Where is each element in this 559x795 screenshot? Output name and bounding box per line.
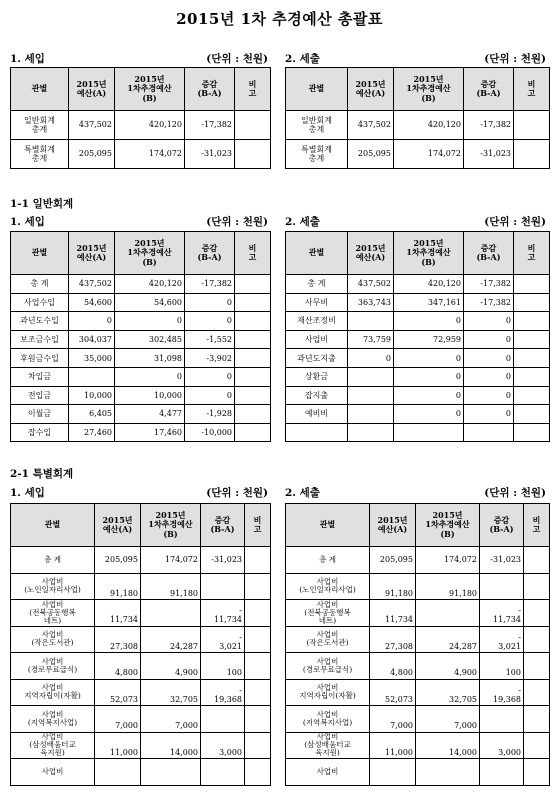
table-row bbox=[11, 732, 271, 759]
section3-income-heading: 1. 세입 bbox=[10, 487, 45, 499]
row-supplementary: 174,072 bbox=[141, 547, 201, 574]
row-note bbox=[514, 423, 550, 442]
row-difference: - 11,734 bbox=[480, 600, 524, 627]
row-note bbox=[245, 547, 271, 574]
row-difference: 0 bbox=[464, 330, 514, 349]
table-row bbox=[286, 386, 550, 405]
row-supplementary: 4,900 bbox=[141, 653, 201, 680]
col-header-note: 비 고 bbox=[235, 232, 271, 275]
row-supplementary: 24,287 bbox=[141, 626, 201, 653]
row-difference bbox=[480, 573, 524, 600]
row-category: 사업비 (지역복지사업) bbox=[286, 706, 370, 733]
row-difference: - 3,021 bbox=[201, 626, 245, 653]
row-budget-2015: 91,180 bbox=[370, 573, 416, 600]
row-difference bbox=[464, 423, 514, 442]
row-budget-2015: 205,095 bbox=[370, 547, 416, 574]
row-category: 사업비 bbox=[286, 330, 348, 349]
row-difference bbox=[480, 706, 524, 733]
row-note bbox=[514, 140, 550, 169]
row-budget-2015: 437,502 bbox=[348, 275, 394, 294]
row-supplementary bbox=[141, 759, 201, 786]
row-budget-2015: 205,095 bbox=[69, 140, 115, 169]
table-row-total bbox=[286, 547, 550, 574]
row-budget-2015 bbox=[69, 367, 115, 386]
table-row bbox=[286, 573, 550, 600]
row-difference: 0 bbox=[185, 312, 235, 331]
row-difference: -17,382 bbox=[185, 275, 235, 294]
page-title: 2015년 1차 추경예산 총괄표 bbox=[176, 10, 383, 28]
col-header-note: 비 고 bbox=[524, 504, 550, 547]
col-header-budget-2015: 2015년 예산(A) bbox=[69, 68, 115, 111]
section3-expense-table bbox=[285, 503, 550, 786]
section2-heading: 1-1 일반회계 bbox=[10, 198, 74, 210]
col-header-category: 관별 bbox=[286, 68, 348, 111]
row-difference: -1,928 bbox=[185, 405, 235, 424]
row-category: 사업비 (삼성배움터교 육지원) bbox=[11, 732, 95, 759]
row-category: 후원금수입 bbox=[11, 349, 69, 368]
row-note bbox=[524, 547, 550, 574]
row-difference: -1,552 bbox=[185, 330, 235, 349]
row-budget-2015 bbox=[370, 759, 416, 786]
row-difference bbox=[201, 706, 245, 733]
row-supplementary: 4,900 bbox=[416, 653, 480, 680]
row-supplementary: 420,120 bbox=[115, 111, 185, 140]
row-difference: 0 bbox=[185, 386, 235, 405]
row-category: 사업비 (노인일자리사업) bbox=[11, 573, 95, 600]
row-budget-2015: 35,000 bbox=[69, 349, 115, 368]
col-header-category: 관별 bbox=[11, 68, 69, 111]
row-category: 사업비 (삼성배움터교 육지원) bbox=[286, 732, 370, 759]
row-budget-2015: 437,502 bbox=[69, 111, 115, 140]
row-difference: 3,000 bbox=[480, 732, 524, 759]
col-header-budget-2015: 2015년 예산(A) bbox=[69, 232, 115, 275]
section2-expense-unit: (단위 : 천원) bbox=[484, 216, 546, 228]
table-row bbox=[11, 759, 271, 786]
row-category: 총 계 bbox=[11, 275, 69, 294]
section3-expense-heading: 2. 세출 bbox=[285, 487, 320, 499]
row-category: 이월금 bbox=[11, 405, 69, 424]
row-budget-2015: 437,502 bbox=[348, 111, 394, 140]
row-supplementary: 302,485 bbox=[115, 330, 185, 349]
col-header-supplementary: 2015년 1차추경예산 (B) bbox=[394, 68, 464, 111]
row-difference: -17,382 bbox=[464, 275, 514, 294]
table-row bbox=[11, 140, 271, 169]
table-row bbox=[11, 349, 271, 368]
row-note bbox=[245, 732, 271, 759]
table-row bbox=[286, 653, 550, 680]
row-category: 사업비 (작은도서관) bbox=[11, 626, 95, 653]
row-budget-2015: 6,405 bbox=[69, 405, 115, 424]
col-header-difference: 증감 (B-A) bbox=[464, 232, 514, 275]
table-row bbox=[11, 405, 271, 424]
row-budget-2015 bbox=[95, 759, 141, 786]
row-difference: -10,000 bbox=[185, 423, 235, 442]
row-note bbox=[514, 367, 550, 386]
table-row bbox=[286, 293, 550, 312]
row-budget-2015: 304,037 bbox=[69, 330, 115, 349]
section1-income-heading: 1. 세입 bbox=[10, 53, 45, 65]
row-note bbox=[514, 312, 550, 331]
row-difference: 0 bbox=[464, 367, 514, 386]
row-supplementary bbox=[141, 600, 201, 627]
row-budget-2015: 11,000 bbox=[95, 732, 141, 759]
row-category: 보조금수입 bbox=[11, 330, 69, 349]
col-header-budget-2015: 2015년 예산(A) bbox=[370, 504, 416, 547]
table-row-total bbox=[286, 275, 550, 294]
row-category: 예비비 bbox=[286, 405, 348, 424]
row-difference: -3,902 bbox=[185, 349, 235, 368]
row-budget-2015: 54,600 bbox=[69, 293, 115, 312]
table-row bbox=[286, 367, 550, 386]
row-note bbox=[524, 653, 550, 680]
row-budget-2015: 27,308 bbox=[95, 626, 141, 653]
row-supplementary bbox=[416, 600, 480, 627]
col-header-note: 비 고 bbox=[245, 504, 271, 547]
table-row bbox=[11, 312, 271, 331]
section3-income-table bbox=[10, 503, 271, 786]
row-category: 과년도수입 bbox=[11, 312, 69, 331]
row-difference: 3,000 bbox=[201, 732, 245, 759]
row-supplementary: 174,072 bbox=[416, 547, 480, 574]
row-difference: - 3,021 bbox=[480, 626, 524, 653]
col-header-note: 비 고 bbox=[514, 232, 550, 275]
row-supplementary: 420,120 bbox=[115, 275, 185, 294]
col-header-category: 관별 bbox=[286, 232, 348, 275]
table-row bbox=[286, 759, 550, 786]
row-note bbox=[235, 111, 271, 140]
row-note bbox=[524, 600, 550, 627]
row-note bbox=[245, 653, 271, 680]
row-category: 총 계 bbox=[11, 547, 95, 574]
section1-income-unit: (단위 : 천원) bbox=[206, 53, 268, 65]
row-note bbox=[524, 732, 550, 759]
row-category: 총 계 bbox=[286, 275, 348, 294]
section2-income-table bbox=[10, 231, 271, 442]
row-budget-2015: 11,734 bbox=[370, 600, 416, 627]
row-difference: -31,023 bbox=[185, 140, 235, 169]
section1-income-table bbox=[10, 67, 271, 169]
section3-expense-unit: (단위 : 천원) bbox=[484, 487, 546, 499]
row-note bbox=[514, 275, 550, 294]
row-supplementary: 10,000 bbox=[115, 386, 185, 405]
row-supplementary: 54,600 bbox=[115, 293, 185, 312]
row-budget-2015: 52,073 bbox=[95, 679, 141, 706]
row-difference: -31,023 bbox=[464, 140, 514, 169]
row-category: 사업비 bbox=[286, 759, 370, 786]
row-supplementary: 31,098 bbox=[115, 349, 185, 368]
table-row bbox=[11, 653, 271, 680]
row-note bbox=[235, 330, 271, 349]
row-supplementary bbox=[394, 423, 464, 442]
col-header-note: 비 고 bbox=[235, 68, 271, 111]
col-header-supplementary: 2015년 1차추경예산 (B) bbox=[115, 232, 185, 275]
row-category: 사업비 (전북공동행복 네트) bbox=[11, 600, 95, 627]
row-difference bbox=[201, 573, 245, 600]
row-category: 잡수입 bbox=[11, 423, 69, 442]
row-budget-2015 bbox=[348, 423, 394, 442]
row-category: 재산조정비 bbox=[286, 312, 348, 331]
row-note bbox=[514, 293, 550, 312]
row-budget-2015: 7,000 bbox=[95, 706, 141, 733]
col-header-budget-2015: 2015년 예산(A) bbox=[348, 232, 394, 275]
row-difference: -31,023 bbox=[201, 547, 245, 574]
table-row bbox=[11, 573, 271, 600]
col-header-supplementary: 2015년 1차추경예산 (B) bbox=[416, 504, 480, 547]
row-note bbox=[524, 759, 550, 786]
table-row bbox=[286, 600, 550, 627]
section2-expense-heading: 2. 세출 bbox=[285, 216, 320, 228]
row-supplementary: 0 bbox=[394, 367, 464, 386]
row-budget-2015: 437,502 bbox=[69, 275, 115, 294]
row-category: 특별회계 총계 bbox=[11, 140, 69, 169]
section2-expense-table bbox=[285, 231, 550, 442]
table-row bbox=[11, 679, 271, 706]
section3-income-unit: (단위 : 천원) bbox=[206, 487, 268, 499]
row-category: 총 계 bbox=[286, 547, 370, 574]
col-header-difference: 증감 (B-A) bbox=[185, 232, 235, 275]
row-budget-2015: 11,734 bbox=[95, 600, 141, 627]
row-note bbox=[235, 312, 271, 331]
row-category: 잡지출 bbox=[286, 386, 348, 405]
row-category: 사업비 지역자립이(자활) bbox=[286, 679, 370, 706]
section2-income-heading: 1. 세입 bbox=[10, 216, 45, 228]
row-category: 사업수입 bbox=[11, 293, 69, 312]
row-supplementary: 24,287 bbox=[416, 626, 480, 653]
row-category: 특별회계 총계 bbox=[286, 140, 348, 169]
row-supplementary: 14,000 bbox=[416, 732, 480, 759]
table-row bbox=[11, 423, 271, 442]
row-note bbox=[235, 405, 271, 424]
table-row bbox=[286, 626, 550, 653]
row-category: 사업비 (경로무료급식) bbox=[11, 653, 95, 680]
row-difference: -17,382 bbox=[464, 111, 514, 140]
row-difference: 100 bbox=[480, 653, 524, 680]
row-supplementary: 0 bbox=[394, 349, 464, 368]
row-note bbox=[235, 140, 271, 169]
row-budget-2015: 0 bbox=[69, 312, 115, 331]
row-supplementary: 32,705 bbox=[416, 679, 480, 706]
table-row bbox=[11, 626, 271, 653]
col-header-difference: 증감 (B-A) bbox=[185, 68, 235, 111]
table-row bbox=[286, 111, 550, 140]
table-row bbox=[286, 349, 550, 368]
row-budget-2015: 27,308 bbox=[370, 626, 416, 653]
row-supplementary: 32,705 bbox=[141, 679, 201, 706]
row-difference: 0 bbox=[185, 367, 235, 386]
table-row-total bbox=[11, 275, 271, 294]
col-header-supplementary: 2015년 1차추경예산 (B) bbox=[115, 68, 185, 111]
row-budget-2015 bbox=[348, 312, 394, 331]
row-supplementary: 17,460 bbox=[115, 423, 185, 442]
row-note bbox=[524, 706, 550, 733]
table-row bbox=[286, 312, 550, 331]
row-note bbox=[514, 405, 550, 424]
row-note bbox=[235, 349, 271, 368]
row-difference: 0 bbox=[464, 386, 514, 405]
col-header-category: 관별 bbox=[286, 504, 370, 547]
col-header-note: 비 고 bbox=[514, 68, 550, 111]
row-supplementary: 420,120 bbox=[394, 275, 464, 294]
table-row bbox=[286, 405, 550, 424]
row-budget-2015: 205,095 bbox=[95, 547, 141, 574]
row-note bbox=[235, 293, 271, 312]
col-header-budget-2015: 2015년 예산(A) bbox=[348, 68, 394, 111]
row-budget-2015: 4,800 bbox=[370, 653, 416, 680]
row-supplementary: 174,072 bbox=[394, 140, 464, 169]
row-category: 사업비 (경로무료급식) bbox=[286, 653, 370, 680]
table-row bbox=[11, 706, 271, 733]
row-difference: 0 bbox=[464, 405, 514, 424]
row-note bbox=[524, 573, 550, 600]
col-header-category: 관별 bbox=[11, 232, 69, 275]
row-note bbox=[514, 111, 550, 140]
table-row bbox=[286, 330, 550, 349]
row-difference: -17,382 bbox=[185, 111, 235, 140]
row-note bbox=[245, 626, 271, 653]
col-header-category: 관별 bbox=[11, 504, 95, 547]
row-category: 사업비 지역자립이(자활) bbox=[11, 679, 95, 706]
row-budget-2015 bbox=[348, 367, 394, 386]
section3-heading: 2-1 특별회계 bbox=[10, 468, 74, 480]
row-budget-2015: 205,095 bbox=[348, 140, 394, 169]
row-note bbox=[235, 386, 271, 405]
row-note bbox=[514, 330, 550, 349]
row-difference: - 19,368 bbox=[480, 679, 524, 706]
row-supplementary bbox=[416, 759, 480, 786]
row-category: 과년도지출 bbox=[286, 349, 348, 368]
row-category: 차입금 bbox=[11, 367, 69, 386]
table-row bbox=[286, 732, 550, 759]
row-supplementary: 0 bbox=[115, 312, 185, 331]
col-header-supplementary: 2015년 1차추경예산 (B) bbox=[141, 504, 201, 547]
section1-expense-table bbox=[285, 67, 550, 169]
row-supplementary: 174,072 bbox=[115, 140, 185, 169]
row-note bbox=[514, 386, 550, 405]
row-supplementary: 420,120 bbox=[394, 111, 464, 140]
table-row bbox=[11, 367, 271, 386]
row-note bbox=[235, 367, 271, 386]
table-row bbox=[286, 679, 550, 706]
row-category: 사무비 bbox=[286, 293, 348, 312]
row-note bbox=[245, 573, 271, 600]
row-supplementary: 7,000 bbox=[416, 706, 480, 733]
table-row bbox=[11, 386, 271, 405]
row-budget-2015: 11,000 bbox=[370, 732, 416, 759]
row-supplementary: 4,477 bbox=[115, 405, 185, 424]
table-row bbox=[11, 111, 271, 140]
row-difference: 100 bbox=[201, 653, 245, 680]
row-note bbox=[235, 423, 271, 442]
row-difference: 0 bbox=[464, 312, 514, 331]
row-difference: -17,382 bbox=[464, 293, 514, 312]
row-difference: 0 bbox=[464, 349, 514, 368]
row-note bbox=[524, 626, 550, 653]
row-budget-2015: 4,800 bbox=[95, 653, 141, 680]
row-difference: - 11,734 bbox=[201, 600, 245, 627]
row-category: 상환금 bbox=[286, 367, 348, 386]
table-row bbox=[286, 423, 550, 442]
row-budget-2015: 363,743 bbox=[348, 293, 394, 312]
row-supplementary: 0 bbox=[394, 312, 464, 331]
row-supplementary: 7,000 bbox=[141, 706, 201, 733]
row-note bbox=[514, 349, 550, 368]
row-supplementary: 14,000 bbox=[141, 732, 201, 759]
row-difference bbox=[480, 759, 524, 786]
row-difference: 0 bbox=[185, 293, 235, 312]
table-row bbox=[11, 600, 271, 627]
row-supplementary: 0 bbox=[394, 386, 464, 405]
row-category: 일반회계 총계 bbox=[11, 111, 69, 140]
row-note bbox=[235, 275, 271, 294]
row-category bbox=[286, 423, 348, 442]
section2-income-unit: (단위 : 천원) bbox=[206, 216, 268, 228]
row-budget-2015: 91,180 bbox=[95, 573, 141, 600]
row-category: 사업비 bbox=[11, 759, 95, 786]
row-budget-2015: 7,000 bbox=[370, 706, 416, 733]
row-note bbox=[245, 759, 271, 786]
row-category: 사업비 (작은도서관) bbox=[286, 626, 370, 653]
row-difference: - 19,368 bbox=[201, 679, 245, 706]
table-row bbox=[286, 706, 550, 733]
row-note bbox=[245, 706, 271, 733]
row-budget-2015: 52,073 bbox=[370, 679, 416, 706]
row-note bbox=[524, 679, 550, 706]
section1-expense-unit: (단위 : 천원) bbox=[484, 53, 546, 65]
row-budget-2015: 0 bbox=[348, 349, 394, 368]
row-note bbox=[245, 600, 271, 627]
row-budget-2015: 73,759 bbox=[348, 330, 394, 349]
row-supplementary: 91,180 bbox=[416, 573, 480, 600]
col-header-budget-2015: 2015년 예산(A) bbox=[95, 504, 141, 547]
row-category: 일반회계 총계 bbox=[286, 111, 348, 140]
row-supplementary: 0 bbox=[394, 405, 464, 424]
row-category: 전입금 bbox=[11, 386, 69, 405]
table-row bbox=[286, 140, 550, 169]
col-header-difference: 증감 (B-A) bbox=[201, 504, 245, 547]
row-supplementary: 0 bbox=[115, 367, 185, 386]
row-budget-2015: 27,460 bbox=[69, 423, 115, 442]
row-difference bbox=[201, 759, 245, 786]
col-header-supplementary: 2015년 1차추경예산 (B) bbox=[394, 232, 464, 275]
table-row bbox=[11, 293, 271, 312]
row-supplementary: 347,161 bbox=[394, 293, 464, 312]
row-supplementary: 72,959 bbox=[394, 330, 464, 349]
row-category: 사업비 (지역복지사업) bbox=[11, 706, 95, 733]
section1-expense-heading: 2. 세출 bbox=[285, 53, 320, 65]
row-budget-2015: 10,000 bbox=[69, 386, 115, 405]
row-supplementary: 91,180 bbox=[141, 573, 201, 600]
table-row-total bbox=[11, 547, 271, 574]
col-header-difference: 증감 (B-A) bbox=[464, 68, 514, 111]
row-budget-2015 bbox=[348, 386, 394, 405]
row-difference: -31,023 bbox=[480, 547, 524, 574]
row-category: 사업비 (전북공동행복 네트) bbox=[286, 600, 370, 627]
table-row bbox=[11, 330, 271, 349]
row-budget-2015 bbox=[348, 405, 394, 424]
row-category: 사업비 (노인일자리사업) bbox=[286, 573, 370, 600]
row-note bbox=[245, 679, 271, 706]
col-header-difference: 증감 (B-A) bbox=[480, 504, 524, 547]
